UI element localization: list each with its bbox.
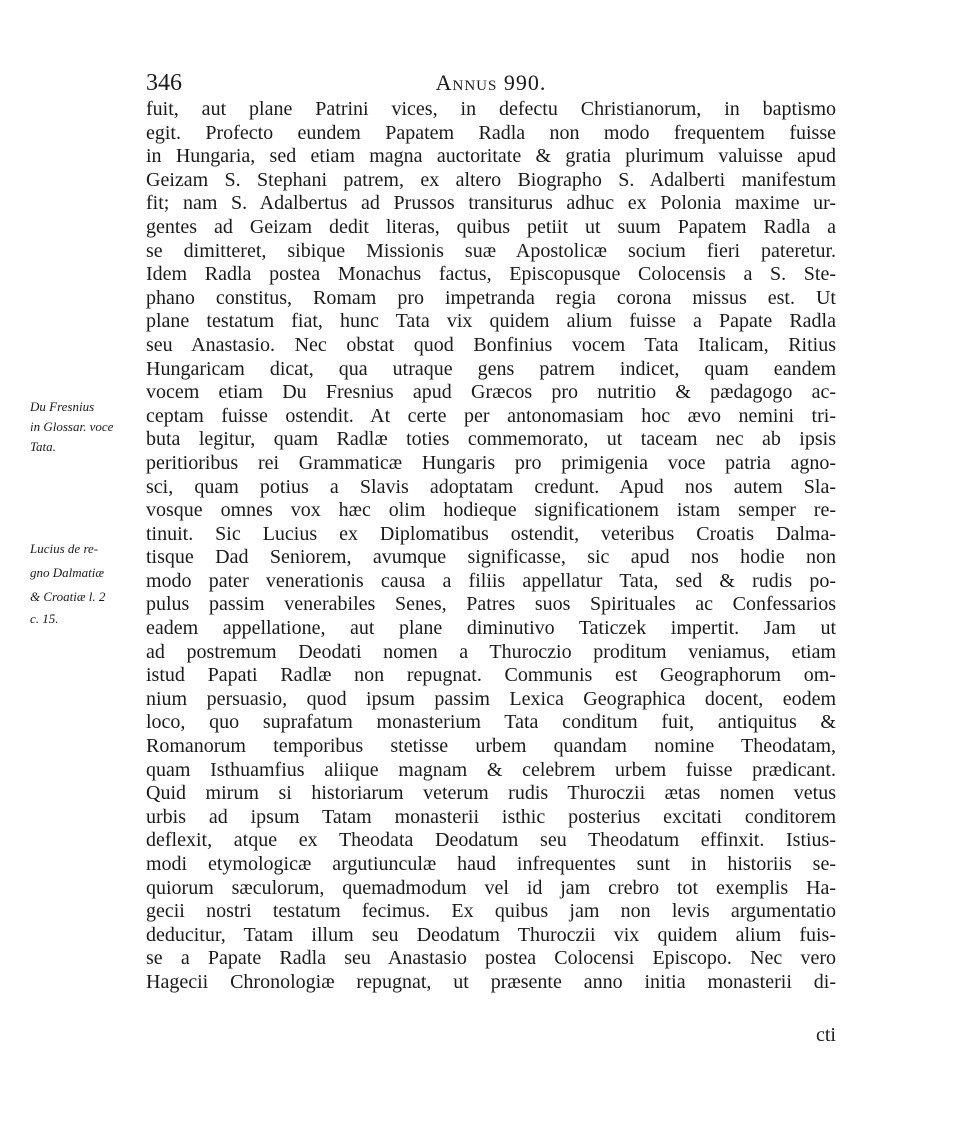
text-line: peritioribus rei Grammaticæ Hungaris pro primigenia voce patria agno- xyxy=(146,451,836,474)
page-number: 346 xyxy=(146,70,182,96)
margin-note: in Glossar. voce xyxy=(30,419,114,434)
text-line: loco, quo suprafatum monasterium Tata conditum fuit, antiquitus & xyxy=(146,711,836,734)
text-line: modi etymologicæ argutiunculæ haud infrequentes sunt in historiis se- xyxy=(146,853,836,875)
text-line: tisque Dad Seniorem, avumque significasse, sic apud nos hodie non xyxy=(146,546,836,569)
text-line: se a Papate Radla seu Anastasio postea Colocensi Episcopo. Nec vero xyxy=(146,947,836,970)
text-line: eadem appellatione, aut plane diminutivo Taticzek impertit. Jam ut xyxy=(146,617,836,640)
margin-note: Tata. xyxy=(30,439,56,454)
text-line: Hagecii Chronologiæ repugnat, ut præsente anno initia monasterii di- xyxy=(146,970,836,993)
text-line: ad postremum Deodati nomen a Thuroczio proditum veniamus, etiam xyxy=(146,640,836,663)
text-line: vocem etiam Du Fresnius apud Græcos pro nutritio & pædagogo ac- xyxy=(146,381,836,404)
text-line: se dimitteret, sibique Missionis suæ Apostolicæ socium fieri pateretur. xyxy=(146,239,836,262)
text-line: egit. Profecto eundem Papatem Radla non modo frequentem fuisse xyxy=(146,121,836,144)
margin-note: gno Dalmatiæ xyxy=(30,565,105,580)
text-line: nium persuasio, quod ipsum passim Lexica Geographica docent, eodem xyxy=(146,687,836,710)
text-line: in Hungaria, sed etiam magna auctoritate & gratia plurimum valuisse apud xyxy=(146,145,836,168)
text-line: fuit, aut plane Patrini vices, in defectu Christianorum, in baptismo xyxy=(146,98,836,120)
text-line: phano constitus, Romam pro impetranda regia corona missus est. Ut xyxy=(146,286,836,309)
text-line: Romanorum temporibus stetisse urbem quandam nomine Theodatam, xyxy=(146,735,836,758)
text-line: Hungaricam dicat, qua utraque gens patrem indicet, quam eandem xyxy=(146,357,836,380)
text-line: fit; nam S. Adalbertus ad Prussos transiturus adhuc ex Polonia maxime ur- xyxy=(146,192,836,215)
text-line: quam Isthuamfius aliique magnam & celebrem urbem fuisse prædicant. xyxy=(146,758,836,781)
text-line: istud Papati Radlæ non repugnat. Communis est Geographorum om- xyxy=(146,664,836,687)
catchword: cti xyxy=(816,1024,836,1046)
text-line: Idem Radla postea Monachus factus, Episcopusque Colocensis a S. Ste- xyxy=(146,263,836,286)
text-line: modo pater venerationis causa a filiis appellatur Tata, sed & rudis po- xyxy=(146,569,836,592)
margin-note: Lucius de re- xyxy=(30,541,99,556)
margin-note: Du Fresnius xyxy=(30,399,95,414)
text-line: Quid mirum si historiarum veterum rudis Thuroczii ætas nomen vetus xyxy=(146,782,836,805)
text-line: deducitur, Tatam illum seu Deodatum Thuroczii vix quidem alium fuis- xyxy=(146,923,836,946)
margin-note: & Croatiæ l. 2 xyxy=(30,589,106,604)
body-text xyxy=(146,98,836,995)
text-line: tinuit. Sic Lucius ex Diplomatibus ostendit, veteribus Croatis Dalma- xyxy=(146,522,836,545)
text-line: ceptam fuisse ostendit. At certe per antonomasiam hoc ævo nemini tri- xyxy=(146,404,836,427)
text-line: pulus passim venerabiles Senes, Patres suos Spirituales ac Confessarios xyxy=(146,593,836,616)
margin-note: c. 15. xyxy=(30,611,59,626)
text-line: sci, quam potius a Slavis adoptatam credunt. Apud nos autem Sla- xyxy=(146,475,836,498)
text-line: buta legitur, quam Radlæ toties commemorato, ut taceam nec ab ipsis xyxy=(146,428,836,451)
running-head: Annus 990. xyxy=(435,70,547,95)
text-line: deflexit, atque ex Theodata Deodatum seu Theodatum effinxit. Istius- xyxy=(146,829,836,852)
text-line: Geizam S. Stephani patrem, ex altero Biographo S. Adalberti manifestum xyxy=(146,168,836,191)
text-line: gecii nostri testatum fecimus. Ex quibus jam non levis argumentatio xyxy=(146,900,836,923)
text-line: gentes ad Geizam dedit literas, quibus petiit ut suum Papatem Radla a xyxy=(146,215,836,238)
page-header xyxy=(146,68,836,98)
text-line: vosque omnes vox hæc olim hodieque significationem istam semper re- xyxy=(146,499,836,522)
text-line: quiorum sæculorum, quemadmodum vel id jam crebro tot exemplis Ha- xyxy=(146,876,836,899)
text-line: plane testatum fiat, hunc Tata vix quidem alium fuisse a Papate Radla xyxy=(146,310,836,333)
text-line: seu Anastasio. Nec obstat quod Bonfinius vocem Tata Italicam, Ritius xyxy=(146,333,836,356)
text-line: urbis ad ipsum Tatam monasterii isthic posterius excitati conditorem xyxy=(146,805,836,828)
